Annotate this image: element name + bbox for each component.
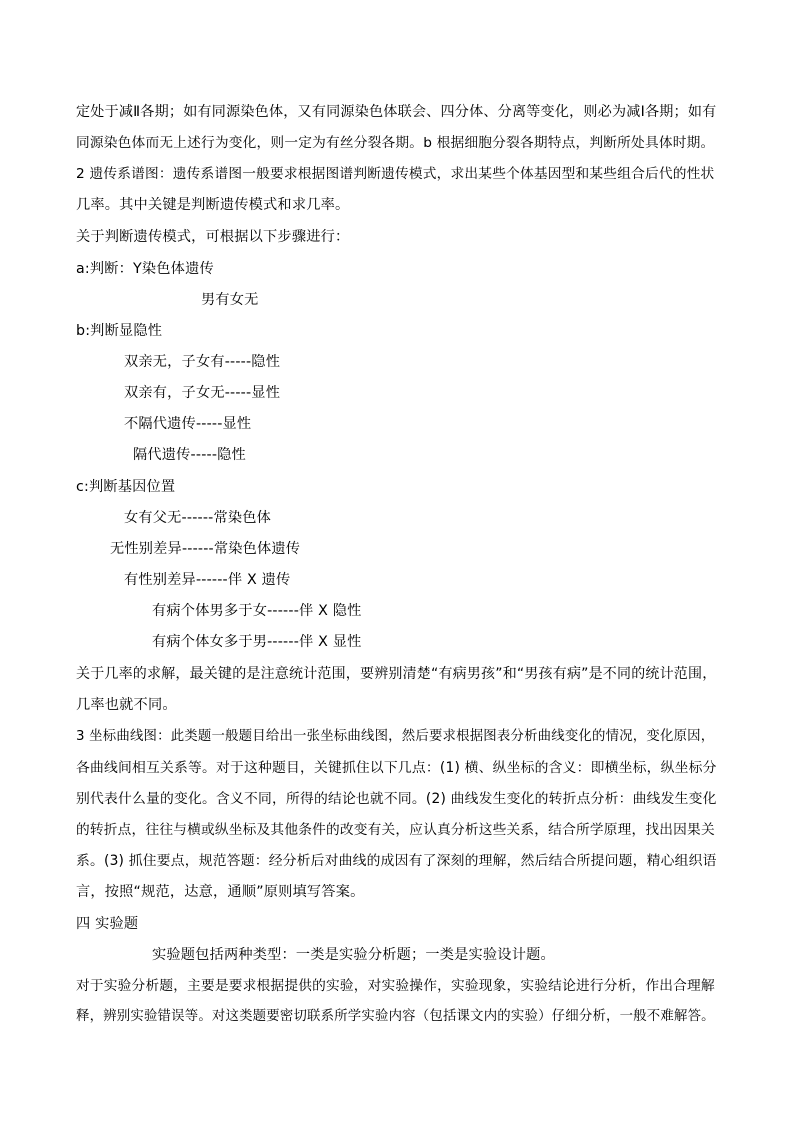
text-line: 同源染色体而无上述行为变化，则一定为有丝分裂各期。b 根据细胞分裂各期特点，判断所处具体时期。 [76,135,715,151]
text-line: 定处于减Ⅱ各期；如有同源染色体，又有同源染色体联会、四分体、分离等变化，则必为减Ⅰ各期；如有 [76,104,717,120]
text-line: 2 遗传系谱图：遗传系谱图一般要求根据图谱判断遗传模式，求出某些个体基因型和某些组合后代的性状 [76,166,715,182]
text-line: 双亲有，子女无-----显性 [124,385,281,401]
text-line: 有病个体女多于男------伴 X 显性 [152,634,362,650]
text-line: 有病个体男多于女------伴 X 隐性 [152,603,362,619]
text-line: 几率也就不同。 [76,697,177,713]
text-line: c:判断基因位置 [76,479,176,495]
text-line: 几率。其中关键是判断遗传模式和求几率。 [76,197,350,213]
text-line: 男有女无 [201,292,259,308]
text-line: 双亲无，子女有-----隐性 [124,354,281,370]
text-line: 隔代遗传-----隐性 [133,447,246,463]
text-line: 对于实验分析题，主要是要求根据提供的实验，对实验操作，实验现象，实验结论进行分析，作出合理解 [76,978,715,994]
text-line: 释，辨别实验错误等。对这类题要密切联系所学实验内容（包括课文内的实验）仔细分析，一般不难解答。 [76,1009,715,1024]
text-line: 各曲线间相互关系等。对于这种题目，关键抓住以下几点：(1) 横、纵坐标的含义：即横坐标，纵坐标分 [76,760,717,776]
section-heading: 四 实验题 [76,916,139,932]
text-line: 关于判断遗传模式，可根据以下步骤进行： [76,229,350,245]
text-line: 别代表什么量的变化。含义不同，所得的结论也就不同。(2) 曲线发生变化的转折点分析：曲线发生变化 [76,791,717,807]
text-line: 3 坐标曲线图：此类题一般题目给出一张坐标曲线图，然后要求根据图表分析曲线变化的情况，变化原因， [76,729,715,744]
text-line: 关于几率的求解，最关键的是注意统计范围，要辨别清楚“有病男孩”和“男孩有病”是不同的统计范围， [76,666,717,682]
text-line: 的转折点，往往与横或纵坐标及其他条件的改变有关，应认真分析这些关系，结合所学原理，找出因果关 [76,822,715,838]
text-line: 实验题包括两种类型：一类是实验分析题；一类是实验设计题。 [152,947,555,963]
text-line: 系。(3) 抓住要点，规范答题：经分析后对曲线的成因有了深刻的理解，然后结合所提问题，精心组织语 [76,853,717,869]
text-line: 不隔代遗传-----显性 [124,416,252,432]
text-line: b:判断显隐性 [76,323,163,339]
text-line: a:判断：Y染色体遗传 [76,261,214,277]
text-line: 女有父无------常染色体 [124,510,272,526]
text-line: 有性别差异------伴 X 遗传 [124,572,291,588]
text-line: 无性别差异------常染色体遗传 [110,541,301,557]
text-line: 言，按照“规范，达意，通顺”原则填写答案。 [76,884,365,900]
